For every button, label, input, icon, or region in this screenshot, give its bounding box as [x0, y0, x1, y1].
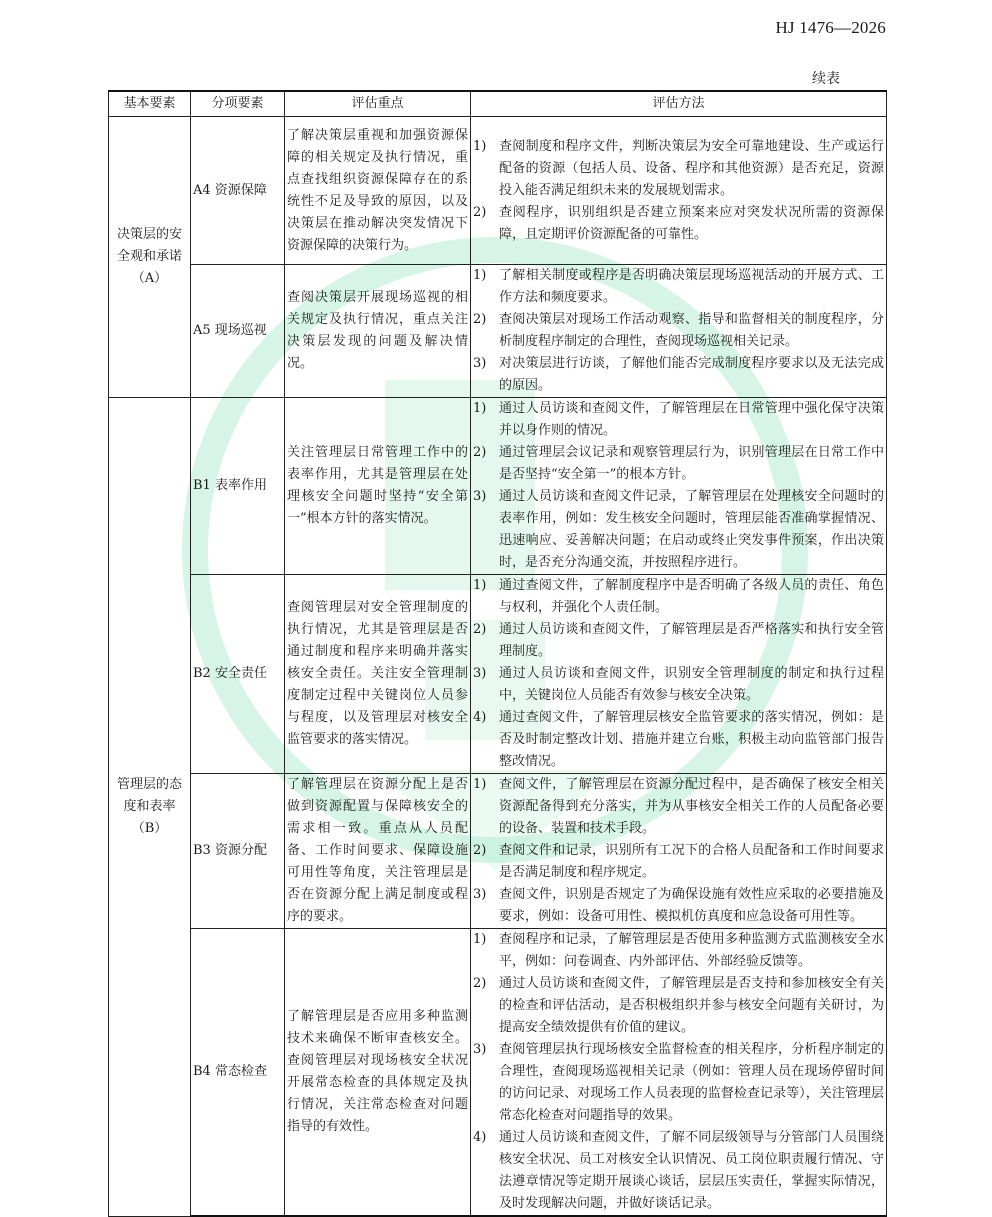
sub-element-b3: B3 资源分配 [191, 774, 285, 929]
method-item: 4) 通过查阅文件，了解管理层核安全监管要求的落实情况，例如：是否及时制定整改计划、措施并建立台账，积极主动向监管部门报告整改情况。 [473, 710, 884, 769]
column-header-sub-element: 分项要素 [191, 91, 285, 117]
method-item: 1) 查阅制度和程序文件，判断决策层为安全可靠地建设、生产或运行配备的资源（包括人员、设备、程序和其他资源）是否充足，资源投入能否满足组织未来的发展规划需求。 [473, 138, 884, 198]
focus-b2: 查阅管理层对安全管理制度的执行情况，尤其是管理层是否通过制度和程序来明确并落实核安全责任。关注安全管理制度制定过程中关键岗位人员参与程度，以及管理层对核安全监管要求的落实情况。 [285, 575, 471, 774]
method-b2 [471, 575, 887, 774]
method-b1 [471, 398, 887, 575]
basic-element-b: 管理层的态度和表率（B） [109, 398, 191, 1217]
method-item: 3) 通过人员访谈和查阅文件，识别安全管理制度的制定和执行过程中，关键岗位人员能否有效参与核安全决策。 [473, 666, 884, 703]
method-item: 1) 查阅文件，了解管理层在资源分配过程中，是否确保了核安全相关资源配备得到充分落实，并为从事核安全相关工作的人员配备必要的设备、装置和技术手段。 [473, 777, 884, 836]
method-item: 2) 查阅文件和记录，识别所有工况下的合格人员配备和工作时间要求是否满足制度和程序规定。 [473, 843, 884, 880]
focus-b3: 了解管理层在资源分配上是否做到资源配置与保障核安全的需求相一致。重点从人员配备、工作时间要求、保障设施可用性等角度，关注管理层是否在资源分配上满足制度或程序的要求。 [285, 774, 471, 929]
method-item: 2) 查阅程序，识别组织是否建立预案来应对突发状况所需的资源保障，且定期评价资源配备的可靠性。 [473, 204, 884, 242]
focus-b4: 了解管理层是否应用多种监测技术来确保不断审查核安全。查阅管理层对现场核安全状况开展常态检查的具体规定及执行情况，关注常态检查对问题指导的有效性。 [285, 929, 471, 1217]
focus-a4: 了解决策层重视和加强资源保障的相关规定及执行情况，重点查找组织资源保障存在的系统性不足及导致的原因，以及决策层在推动解决突发情况下资源保障的决策行为。 [285, 117, 471, 265]
method-a4 [471, 117, 887, 265]
method-item: 3) 查阅文件，识别是否规定了为确保设施有效性应采取的必要措施及要求，例如：设备可用性、模拟机仿真度和应急设备可用性等。 [473, 887, 884, 924]
basic-element-a: 决策层的安全观和承诺（A） [109, 117, 191, 398]
column-header-assessment-method: 评估方法 [471, 91, 887, 117]
method-item: 4) 通过人员访谈和查阅文件，了解不同层级领导与分管部门人员围绕核安全状况、员工对核安全认识情况、员工岗位职责履行情况、守法遵章情况等定期开展谈心谈话，层层压实责任，掌握实际情况，及时发现解决问题，并做好谈话记录。 [473, 1130, 884, 1211]
method-item: 2) 通过人员访谈和查阅文件，了解管理层是否支持和参加核安全有关的检查和评估活动，是否积极组织并参与核安全问题有关研讨，为提高安全绩效提供有价值的建议。 [473, 976, 884, 1035]
assessment-table [108, 90, 887, 1217]
document-code: HJ 1476—2026 [775, 18, 886, 37]
table-row-b2 [109, 575, 887, 774]
method-item: 1) 查阅程序和记录，了解管理层是否使用多种监测方式监测核安全水平，例如：问卷调查、内外部评估、外部经验反馈等。 [473, 932, 884, 969]
table-row-a4 [109, 117, 887, 265]
method-item: 1) 通过人员访谈和查阅文件，了解管理层在日常管理中强化保守决策并以身作则的情况。 [473, 401, 884, 438]
sub-element-a5: A5 现场巡视 [191, 265, 285, 398]
method-b3 [471, 774, 887, 929]
table-row-b4 [109, 929, 887, 1217]
focus-b1: 关注管理层日常管理工作中的表率作用，尤其是管理层在处理核安全问题时坚持“安全第一”根本方针的落实情况。 [285, 398, 471, 575]
column-header-assessment-focus: 评估重点 [285, 91, 471, 117]
method-a5 [471, 265, 887, 398]
method-item: 3) 通过人员访谈和查阅文件记录，了解管理层在处理核安全问题时的表率作用，例如：发生核安全问题时，管理层能否准确掌握情况、迅速响应、妥善解决问题；在启动或终止突发事件预案，作出决策时，是否充分沟通交流，并按照程序进行。 [473, 489, 884, 570]
method-item: 2) 通过人员访谈和查阅文件，了解管理层是否严格落实和执行安全管理制度。 [473, 622, 884, 659]
sub-element-b2: B2 安全责任 [191, 575, 285, 774]
table-row-b3 [109, 774, 887, 929]
method-item: 3) 对决策层进行访谈，了解他们能否完成制度程序要求以及无法完成的原因。 [473, 356, 884, 393]
sub-element-b1: B1 表率作用 [191, 398, 285, 575]
table-header-row [109, 91, 887, 117]
method-item: 1) 了解相关制度或程序是否明确决策层现场巡视活动的开展方式、工作方法和频度要求。 [473, 268, 884, 305]
method-item: 1) 通过查阅文件，了解制度程序中是否明确了各级人员的责任、角色与权利，并强化个人责任制。 [473, 578, 884, 615]
method-item: 3) 查阅管理层执行现场核安全监督检查的相关程序，分析程序制定的合理性，查阅现场巡视相关记录（例如：管理人员在现场停留时间的访问记录、对现场工作人员表现的监督检查记录等），关注管理层常态化检查对问题指导的效果。 [473, 1042, 884, 1123]
method-b4 [471, 929, 887, 1217]
method-item: 2) 通过管理层会议记录和观察管理层行为，识别管理层在日常工作中是否坚持“安全第一”的根本方针。 [473, 445, 884, 482]
table-row-b1 [109, 398, 887, 575]
column-header-basic-element: 基本要素 [109, 91, 191, 117]
focus-a5: 查阅决策层开展现场巡视的相关规定及执行情况，重点关注决策层发现的问题及解决情况。 [285, 265, 471, 398]
sub-element-b4: B4 常态检查 [191, 929, 285, 1217]
sub-element-a4: A4 资源保障 [191, 117, 285, 265]
table-row-a5 [109, 265, 887, 398]
continued-label: 续表 [812, 71, 840, 87]
method-item: 2) 查阅决策层对现场工作活动观察、指导和监督相关的制度程序，分析制度程序制定的合理性，查阅现场巡视相关记录。 [473, 312, 884, 349]
